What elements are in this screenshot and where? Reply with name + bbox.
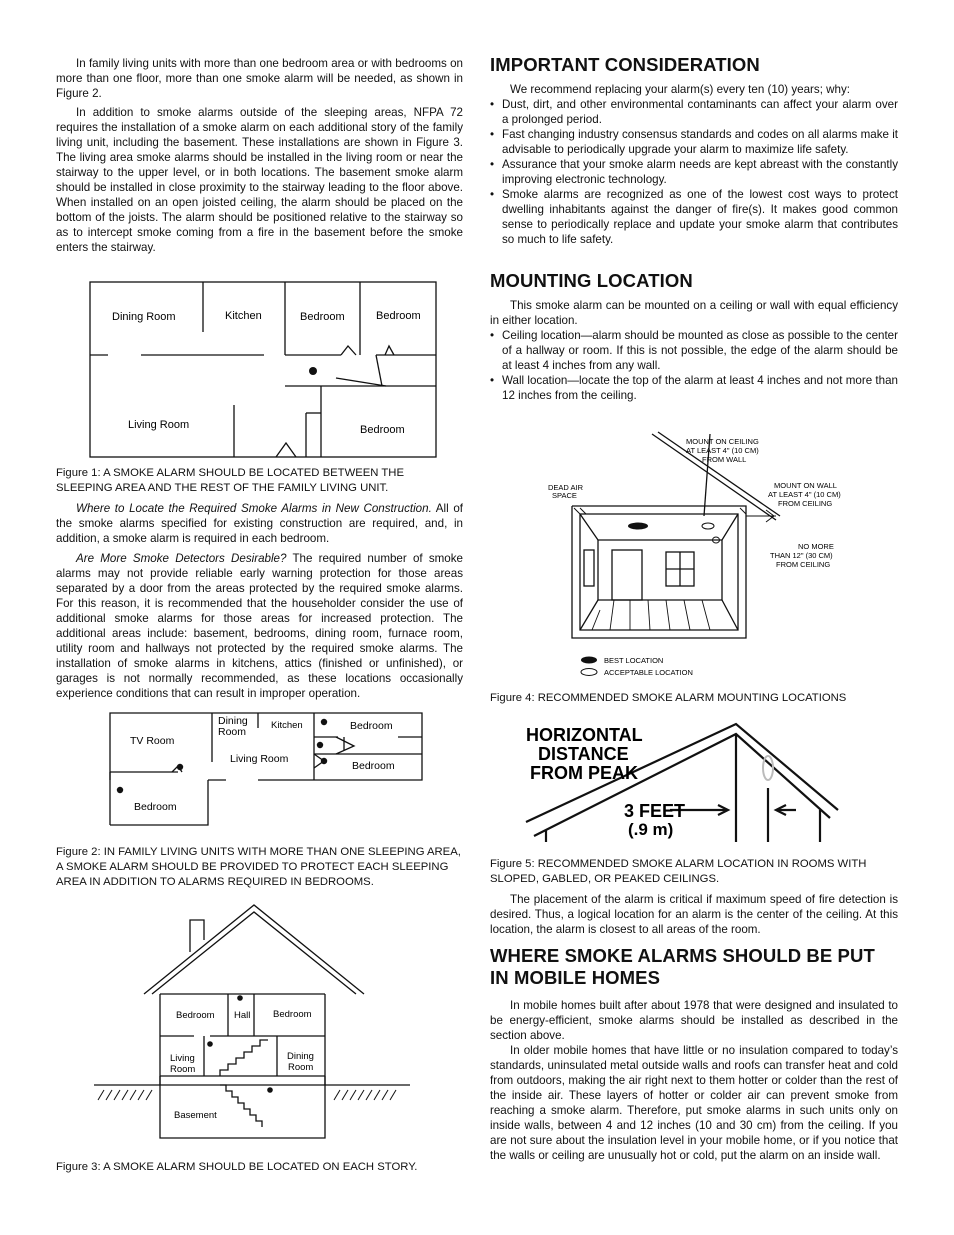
heading-mobile-homes: WHERE SMOKE ALARMS SHOULD BE PUT IN MOBILE HOMES	[490, 945, 875, 988]
fig1-bedroom-2-label: Bedroom	[376, 310, 421, 322]
figure-2-caption: Figure 2: IN FAMILY LIVING UNITS WITH MORE THAN ONE SLEEPING AREA, A SMOKE ALARM SHOULD BE PROVIDED TO PROTECT EACH SLEEPING AREA IN ADDITION TO ALARMS REQUIRED IN BEDROOMS.	[56, 846, 461, 888]
paragraph-new-construction: Where to Locate the Required Smoke Alarms in New Construction. All of the smoke alarms specified for existing construction are required, and, in addition, a smoke alarm is required in each bedroom.	[56, 502, 463, 545]
fig3-living-label: Living	[170, 1053, 195, 1064]
fig2-kitchen-label: Kitchen	[271, 720, 303, 731]
fig5-meters-label: (.9 m)	[628, 820, 674, 839]
fig5-distance-label: DISTANCE	[538, 744, 629, 764]
fig1-kitchen-label: Kitchen	[225, 310, 262, 322]
list-item: • Dust, dirt, and other environmental contaminants can affect your alarm over a prolonged period.	[490, 97, 898, 127]
paragraph-more-detectors: Are More Smoke Detectors Desirable? The required number of smoke alarms may not provide reliable early warning protection for those areas separated by a door from the areas protected by the required smoke alarms. For this reason, it is recommended that the householder consider the use of additional smoke alarms for those areas for increased protection. The additional areas include: basement, bedrooms, dining room, furnace room, utility room and hallways not protected by the required smoke alarms. The installation of smoke alarms in kitchens, attics (finished or unfinished), or garages is not normally recommended, as these locations occasionally experience conditions that can result in improper operation.	[56, 552, 463, 700]
paragraph-placement: The placement of the alarm is critical if maximum speed of fire detection is desired. Thus, a logical location for an alarm is the center of the ceiling. At this location, the alarm is closest to all areas of the room.	[490, 893, 898, 936]
fig2-tv-room-label: TV Room	[130, 735, 175, 747]
heading-mounting-location: MOUNTING LOCATION	[490, 270, 693, 291]
figure-4-room-mounting-diagram	[540, 430, 880, 680]
heading-important-consideration: IMPORTANT CONSIDERATION	[490, 54, 760, 75]
fig5-horizontal-label: HORIZONTAL	[526, 725, 643, 745]
fig2-bedroom-3-label: Bedroom	[134, 801, 177, 813]
list-item: • Assurance that your smoke alarm needs are kept abreast with the constantly improving electronic technology.	[490, 157, 898, 187]
figure-5-peaked-ceiling-diagram	[520, 718, 840, 844]
figure-3-house-cross-section	[94, 900, 410, 1142]
fig4-from-ceiling-label: FROM CEILING	[778, 499, 833, 508]
list-mounting-locations	[490, 328, 898, 403]
list-item: • Wall location—locate the top of the alarm at least 4 inches and not more than 12 inches from the ceiling.	[490, 373, 898, 403]
fig4-from-wall-label: FROM WALL	[702, 455, 747, 464]
fig3-bedroom-1-label: Bedroom	[176, 1010, 215, 1021]
fig4-dead-air-label: DEAD AIR	[548, 483, 584, 492]
paragraph-mobile-homes-old: In older mobile homes that have little or no insulation compared to today’s standards, uninsulated metal outside walls and roofs can transfer heat and cold from outdoors, making the air right next to them hotter or colder than the rest of the inside air. These layers of hotter or colder air can prevent smoke from reaching a smoke alarm. Therefore, put smoke alarms in such units only on inside walls, between 4 and 12 inches (10 and 30 cm) from the ceiling. If you are not sure about the insulation level in your mobile home, or if you notice that the walls or ceiling are unusually hot or cold, put the alarm on an inside wall.	[490, 1044, 898, 1162]
figure-2-floorplan	[108, 710, 424, 830]
fig4-wall-distance-label: AT LEAST 4" (10 CM)	[768, 490, 841, 499]
fig2-bedroom-1-label: Bedroom	[350, 720, 393, 732]
fig3-hall-label: Hall	[234, 1010, 251, 1021]
fig4-acceptable-location-label: ACCEPTABLE LOCATION	[604, 668, 693, 677]
fig1-dining-room-label: Dining Room	[112, 311, 176, 323]
paragraph-multiple-alarms: In family living units with more than one bedroom area or with bedrooms on more than one floor, more than one smoke alarm will be needed, as shown in Figure 2.	[56, 57, 463, 100]
fig4-best-location-label: BEST LOCATION	[604, 656, 664, 665]
list-item: • Smoke alarms are recognized as one of the lowest cost ways to protect dwelling inhabitants against the danger of fire(s). It makes good common sense to periodically replace and update your smoke alarm that contributes so much to life safety.	[490, 187, 898, 247]
fig4-mount-wall-label: MOUNT ON WALL	[774, 481, 837, 490]
figure-3-caption: Figure 3: A SMOKE ALARM SHOULD BE LOCATED ON EACH STORY.	[56, 1161, 418, 1173]
fig4-max-distance-label: THAN 12" (30 CM)	[770, 551, 833, 560]
figure-5-caption: Figure 5: RECOMMENDED SMOKE ALARM LOCATION IN ROOMS WITH SLOPED, GABLED, OR PEAKED CEILINGS.	[490, 858, 867, 885]
more-detectors-lead: Are More Smoke Detectors Desirable?	[76, 552, 287, 565]
figure-1-floorplan	[86, 280, 438, 460]
fig5-three-feet-label: 3 FEET	[624, 801, 686, 821]
fig4-ceiling-distance-label: AT LEAST 4" (10 CM)	[686, 446, 759, 455]
list-item: • Fast changing industry consensus standards and codes on all alarms make it advisable to periodically upgrade your alarm to maximize life safety.	[490, 127, 898, 157]
fig3-dining-label: Dining	[287, 1051, 314, 1062]
fig3-bedroom-2-label: Bedroom	[273, 1009, 312, 1020]
new-construction-lead: Where to Locate the Required Smoke Alarms in New Construction.	[76, 502, 432, 515]
list-replacement-reasons	[490, 97, 898, 247]
fig1-bedroom-3-label: Bedroom	[360, 424, 405, 436]
fig2-dining-label: Dining	[218, 715, 248, 727]
fig4-from-ceiling-2-label: FROM CEILING	[776, 560, 831, 569]
fig2-room-label: Room	[218, 726, 247, 738]
fig2-living-room-label: Living Room	[230, 753, 289, 765]
list-item: • Ceiling location—alarm should be mounted as close as possible to the center of a hallway or room. If this is not possible, the edge of the alarm should be at least 4 inches from any wall.	[490, 328, 898, 373]
fig3-living-room-label: Room	[170, 1064, 196, 1075]
fig2-bedroom-2-label: Bedroom	[352, 760, 395, 772]
figure-1-caption: Figure 1: A SMOKE ALARM SHOULD BE LOCATED BETWEEN THE SLEEPING AREA AND THE REST OF THE FAMILY LIVING UNIT.	[56, 467, 404, 494]
paragraph-mounting: This smoke alarm can be mounted on a ceiling or wall with equal efficiency in either location.	[490, 299, 898, 327]
fig4-space-label: SPACE	[552, 491, 577, 500]
fig4-mount-ceiling-label: MOUNT ON CEILING	[686, 437, 759, 446]
fig3-dining-room-label: Room	[288, 1062, 314, 1073]
figure-4-caption: Figure 4: RECOMMENDED SMOKE ALARM MOUNTING LOCATIONS	[490, 692, 847, 704]
fig4-no-more-label: NO MORE	[798, 542, 834, 551]
fig1-living-room-label: Living Room	[128, 419, 190, 431]
fig1-bedroom-1-label: Bedroom	[300, 311, 345, 323]
paragraph-nfpa72: In addition to smoke alarms outside of the sleeping areas, NFPA 72 requires the installation of a smoke alarm on each additional story of the family living unit, including the basement. These installations are shown in Figure 3. The living area smoke alarms should be installed in the living room or near the stairway to the upper level, or in both locations. The basement smoke alarm should be installed in close proximity to the stairway leading to the floor above. When installed on an open joisted ceiling, the alarm should be placed on the bottom of the joists. The alarm should be positioned relative to the stairway so as to intercept smoke coming from a fire in the basement before the smoke enters the stairway.	[56, 106, 463, 254]
paragraph-replace-alarms: We recommend replacing your alarm(s) every ten (10) years; why:	[510, 83, 850, 96]
fig3-basement-label: Basement	[174, 1110, 217, 1121]
fig5-from-peak-label: FROM PEAK	[530, 763, 638, 783]
paragraph-mobile-homes-new: In mobile homes built after about 1978 that were designed and insulated to be energy-efficient, smoke alarms should be installed as described in the section above.	[490, 999, 898, 1042]
